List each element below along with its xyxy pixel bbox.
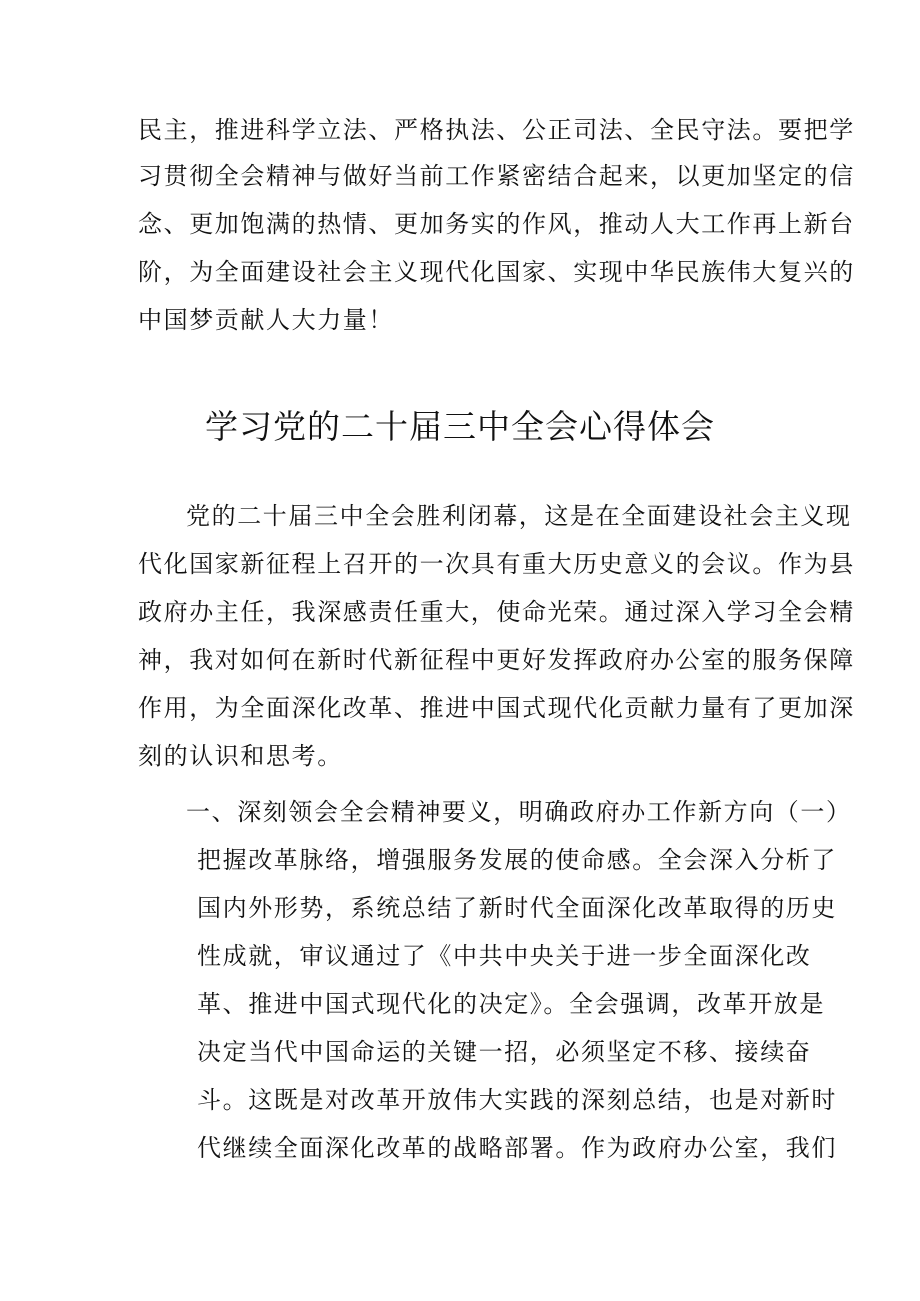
text-line: 代继续全面深化改革的战略部署。作为政府办公室，我们 <box>197 1134 837 1162</box>
text-line: 中国梦贡献人大力量！ <box>138 306 394 334</box>
section-heading-line: 一、深刻领会全会精神要义，明确政府办工作新方向（一） <box>186 798 852 826</box>
document-title: 学习党的二十届三中全会心得体会 <box>205 407 715 446</box>
text-line: 把握改革脉络，增强服务发展的使命感。全会深入分析了 <box>197 846 837 874</box>
text-line: 阶，为全面建设社会主义现代化国家、实现中华民族伟大复兴的 <box>138 258 855 286</box>
text-line: 作用，为全面深化改革、推进中国式现代化贡献力量有了更加深 <box>138 694 855 722</box>
text-line: 政府办主任，我深感责任重大，使命光荣。通过深入学习全会精 <box>138 598 855 626</box>
text-line: 代化国家新征程上召开的一次具有重大历史意义的会议。作为县 <box>138 550 855 578</box>
text-line: 民主，推进科学立法、严格执法、公正司法、全民守法。要把学 <box>138 116 855 144</box>
text-line: 斗。这既是对改革开放伟大实践的深刻总结，也是对新时 <box>197 1086 837 1114</box>
text-line: 习贯彻全会精神与做好当前工作紧密结合起来，以更加坚定的信 <box>138 162 855 190</box>
text-line: 神，我对如何在新时代新征程中更好发挥政府办公室的服务保障 <box>138 646 855 674</box>
text-line: 党的二十届三中全会胜利闭幕，这是在全面建设社会主义现 <box>186 502 852 530</box>
text-line: 性成就，审议通过了《中共中央关于进一步全面深化改 <box>197 942 812 970</box>
text-line: 刻的认识和思考。 <box>138 742 343 770</box>
text-line: 念、更加饱满的热情、更加务实的作风，推动人大工作再上新台 <box>138 210 855 238</box>
text-line: 国内外形势，系统总结了新时代全面深化改革取得的历史 <box>197 894 837 922</box>
text-line: 革、推进中国式现代化的决定》。全会强调，改革开放是 <box>197 990 825 1018</box>
text-line: 决定当代中国命运的关键一招，必须坚定不移、接续奋 <box>197 1038 812 1066</box>
